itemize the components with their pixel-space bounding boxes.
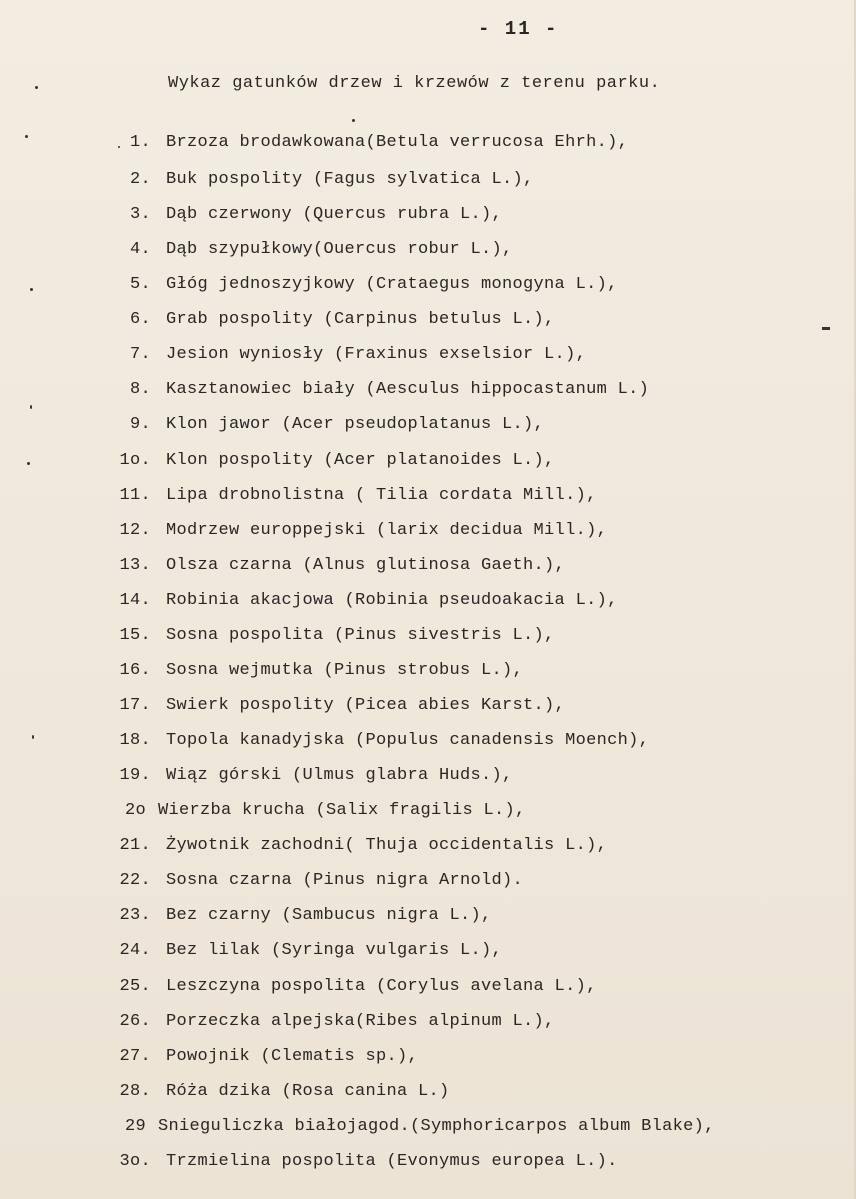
item-text: Sosna pospolita (Pinus sivestris L.), [166,626,555,645]
scan-speck [30,405,32,409]
item-number: 2o [124,801,146,820]
item-text: Swierk pospolity (Picea abies Karst.), [166,696,566,715]
item-number: 1. [129,133,151,152]
item-text: Grab pospolity (Carpinus betulus L.), [166,310,555,329]
item-text: Modrzew europpejski (larix decidua Mill.), [166,521,608,540]
item-text: Robinia akacjowa (Robinia pseudoakacia L.), [166,591,618,610]
item-text: Olsza czarna (Alnus glutinosa Gaeth.), [166,556,566,575]
item-number: 3o. [119,1152,151,1171]
item-text: Klon pospolity (Acer platanoides L.), [166,451,555,470]
item-text: Trzmielina pospolita (Evonymus europea L.). [166,1152,618,1171]
item-number: 23. [119,906,151,925]
item-text: Jesion wyniosły (Fraxinus exselsior L.), [166,345,587,364]
scan-speck [352,119,355,122]
item-number: 5. [129,275,151,294]
scan-speck [118,146,120,148]
item-number: 16. [119,661,151,680]
item-number: 12. [119,521,151,540]
scan-speck [30,288,33,291]
scan-speck [32,735,34,739]
scan-speck [35,86,38,89]
item-text: Powojnik (Clematis sp.), [166,1047,419,1066]
item-number: 19. [119,766,151,785]
item-text: Sosna wejmutka (Pinus strobus L.), [166,661,524,680]
item-number: 24. [119,941,151,960]
item-text: Wierzba krucha (Salix fragilis L.), [158,801,526,820]
item-text: Róża dzika (Rosa canina L.) [166,1082,450,1101]
item-text: Kasztanowiec biały (Aesculus hippocastanum L.) [166,380,650,399]
item-text: Topola kanadyjska (Populus canadensis Moench), [166,731,650,750]
item-number: 13. [119,556,151,575]
item-number: 11. [119,486,151,505]
item-number: 22. [119,871,151,890]
item-number: 1o. [119,451,151,470]
item-text: Bez czarny (Sambucus nigra L.), [166,906,492,925]
item-number: 25. [119,977,151,996]
item-number: 29 [124,1117,146,1136]
item-number: 8. [129,380,151,399]
item-number: 15. [119,626,151,645]
item-text: Wiąz górski (Ulmus glabra Huds.), [166,766,513,785]
item-number: 9. [129,415,151,434]
item-number: 18. [119,731,151,750]
item-number: 14. [119,591,151,610]
page-number: - 11 - [478,18,559,40]
item-text: Lipa drobnolistna ( Tilia cordata Mill.), [166,486,597,505]
item-number: 21. [119,836,151,855]
item-text: Leszczyna pospolita (Corylus avelana L.), [166,977,597,996]
item-number: 17. [119,696,151,715]
item-text: Dąb czerwony (Quercus rubra L.), [166,205,503,224]
item-number: 3. [129,205,151,224]
item-text: Dąb szypułkowy(Ouercus robur L.), [166,240,513,259]
item-text: Sosna czarna (Pinus nigra Arnold). [166,871,524,890]
item-text: Brzoza brodawkowana(Betula verrucosa Ehrh.), [166,133,629,152]
item-text: Snieguliczka białojagod.(Symphoricarpos album Blake), [158,1117,715,1136]
item-number: 26. [119,1012,151,1031]
item-text: Bez lilak (Syringa vulgaris L.), [166,941,503,960]
item-text: Żywotnik zachodni( Thuja occidentalis L.), [166,836,608,855]
item-text: Głóg jednoszyjkowy (Crataegus monogyna L.), [166,275,618,294]
page-title: Wykaz gatunków drzew i krzewów z terenu parku. [168,74,661,93]
item-text: Porzeczka alpejska(Ribes alpinum L.), [166,1012,555,1031]
item-number: 4. [129,240,151,259]
item-number: 28. [119,1082,151,1101]
item-number: 7. [129,345,151,364]
item-text: Klon jawor (Acer pseudoplatanus L.), [166,415,545,434]
scan-speck [25,135,28,138]
scan-dash [822,327,830,330]
scan-speck [27,462,30,465]
item-number: 6. [129,310,151,329]
item-text: Buk pospolity (Fagus sylvatica L.), [166,170,534,189]
item-number: 2. [129,170,151,189]
item-number: 27. [119,1047,151,1066]
